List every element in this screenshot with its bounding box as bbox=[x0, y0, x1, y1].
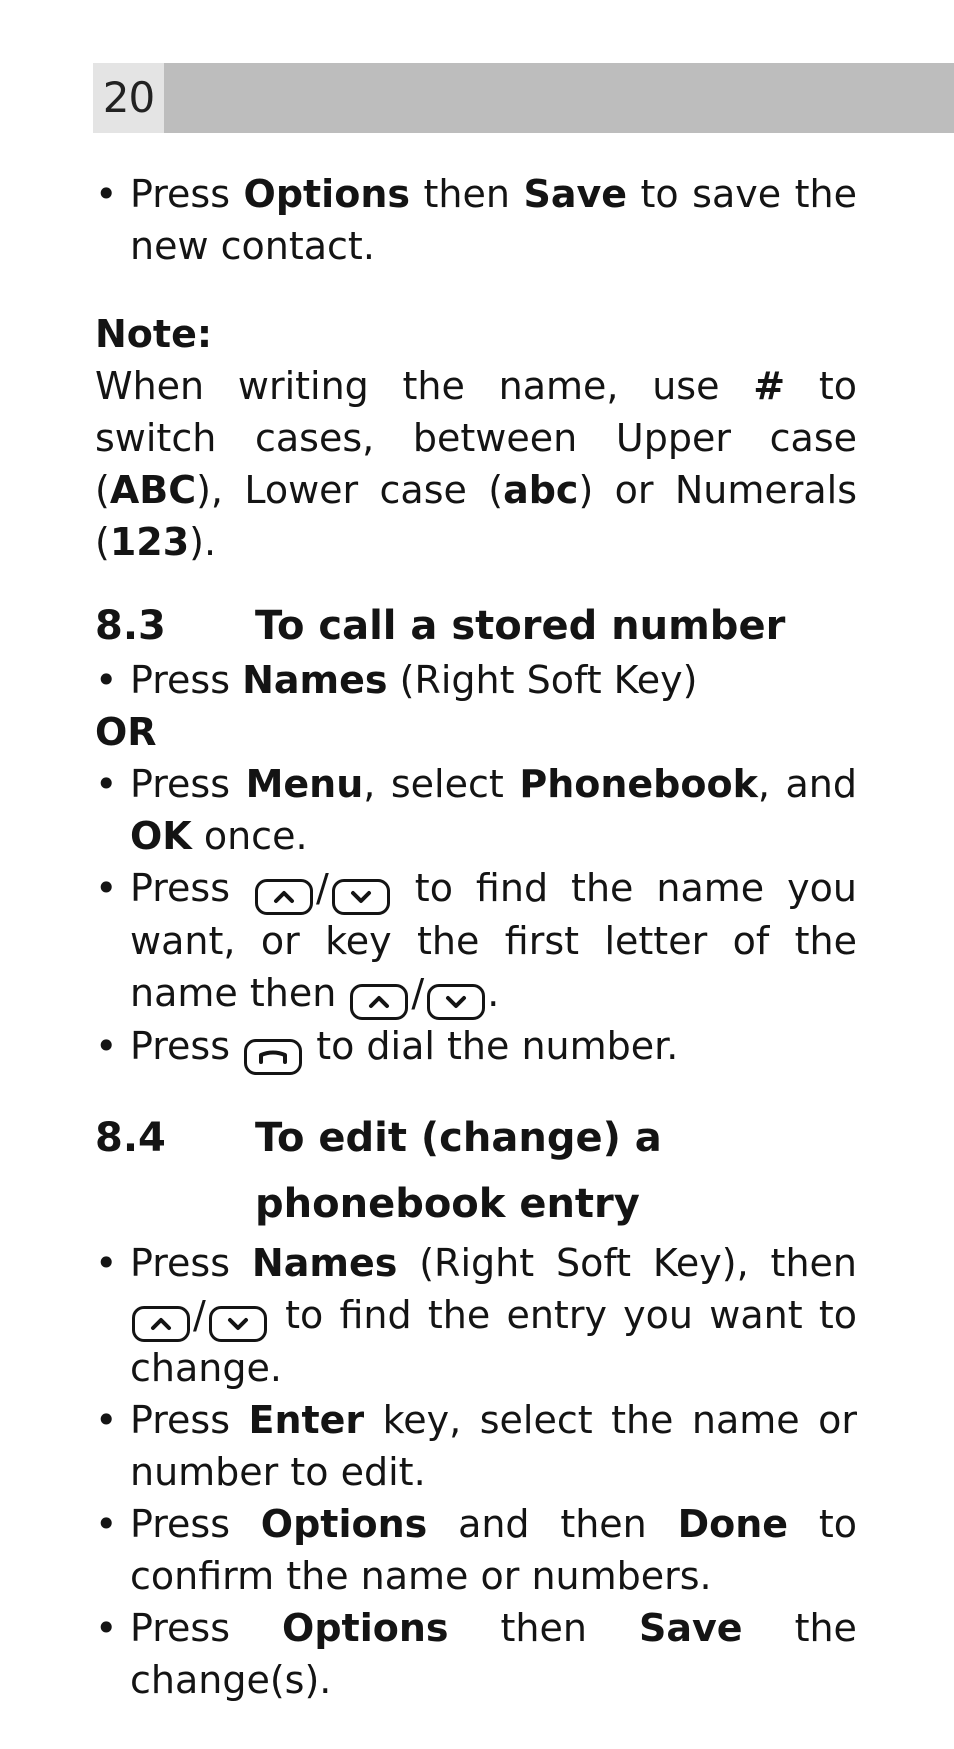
ok-term: OK bbox=[130, 814, 192, 858]
text: . bbox=[487, 971, 500, 1015]
text: ), Lower case ( bbox=[196, 468, 504, 512]
text: key, select the name or number to edit. bbox=[130, 1398, 857, 1494]
text: Press bbox=[130, 1606, 231, 1650]
text: ) or Numerals ( bbox=[95, 468, 858, 564]
lower-case-term: abc bbox=[503, 468, 579, 512]
bullet-dial bbox=[95, 1020, 857, 1075]
text: Press bbox=[130, 866, 231, 910]
or-text: OR bbox=[95, 710, 157, 754]
page-content bbox=[95, 168, 857, 1706]
text: Press bbox=[130, 762, 231, 806]
bullet-enter bbox=[95, 1394, 857, 1498]
bullet-dot: • bbox=[95, 1241, 118, 1285]
options-term: Options bbox=[243, 172, 410, 216]
bullet-dot: • bbox=[95, 1606, 118, 1650]
text: and then bbox=[458, 1502, 647, 1546]
bullet-options-save bbox=[95, 1602, 857, 1706]
slash: / bbox=[316, 866, 329, 910]
options-term: Options bbox=[282, 1606, 449, 1650]
text: Press bbox=[130, 658, 231, 702]
bullet-dot: • bbox=[95, 658, 118, 702]
slash: / bbox=[193, 1293, 206, 1337]
or-label bbox=[95, 706, 857, 758]
note-body bbox=[95, 360, 857, 568]
text: (Right Soft Key) bbox=[399, 658, 698, 702]
upper-case-term: ABC bbox=[109, 468, 197, 512]
done-term: Done bbox=[677, 1502, 789, 1546]
save-term: Save bbox=[639, 1606, 743, 1650]
up-key-icon bbox=[255, 879, 313, 915]
text: the change(s). bbox=[130, 1606, 857, 1702]
section-title-line: phonebook entry bbox=[255, 1181, 640, 1227]
call-key-icon bbox=[244, 1039, 302, 1075]
bullet-names-find bbox=[95, 1237, 857, 1394]
text: , select bbox=[363, 762, 504, 806]
section-heading-8-3 bbox=[95, 598, 857, 654]
save-term: Save bbox=[523, 172, 628, 216]
text: Press bbox=[130, 1241, 231, 1285]
down-key-icon bbox=[332, 879, 390, 915]
bullet-dot: • bbox=[95, 762, 118, 806]
bullet-dot: • bbox=[95, 1024, 118, 1068]
bullet-dot: • bbox=[95, 1398, 118, 1442]
intro-bullet bbox=[95, 168, 857, 272]
down-key-icon bbox=[209, 1306, 267, 1342]
section-number: 8.3 bbox=[95, 603, 166, 649]
up-key-icon bbox=[132, 1306, 190, 1342]
section-title bbox=[255, 1105, 857, 1237]
numerals-term: 123 bbox=[109, 520, 190, 564]
bullet-options-done bbox=[95, 1498, 857, 1602]
text: then bbox=[423, 172, 510, 216]
section-title: To call a stored number bbox=[255, 603, 786, 649]
up-key-icon bbox=[350, 984, 408, 1020]
text: When writing the name, use bbox=[95, 364, 720, 408]
bullet-menu bbox=[95, 758, 857, 862]
down-key-icon bbox=[427, 984, 485, 1020]
section-heading-8-4 bbox=[95, 1105, 857, 1237]
text: Press bbox=[130, 1024, 231, 1068]
text: to save the new contact. bbox=[130, 172, 857, 268]
section-number: 8.4 bbox=[95, 1115, 166, 1161]
text: once. bbox=[203, 814, 308, 858]
header-bar bbox=[93, 63, 954, 133]
text: to find the name you want, or key the first letter of the name then bbox=[130, 866, 857, 1015]
enter-term: Enter bbox=[248, 1398, 365, 1442]
text: Press bbox=[130, 172, 231, 216]
page-number: 20 bbox=[93, 63, 164, 133]
section-title-line: To edit (change) a bbox=[255, 1115, 662, 1161]
bullet-dot: • bbox=[95, 866, 118, 910]
text: Press bbox=[130, 1398, 231, 1442]
text: (Right Soft Key), then bbox=[419, 1241, 857, 1285]
names-term: Names bbox=[242, 658, 388, 702]
text: then bbox=[500, 1606, 587, 1650]
text: , and bbox=[757, 762, 857, 806]
bullet-find-name bbox=[95, 862, 857, 1020]
text: to confirm the name or numbers. bbox=[130, 1502, 857, 1598]
hash-key-term: # bbox=[753, 364, 786, 408]
text: Press bbox=[130, 1502, 231, 1546]
note-title bbox=[95, 308, 857, 360]
options-term: Options bbox=[260, 1502, 428, 1546]
text: to dial the number. bbox=[316, 1024, 679, 1068]
note-title-text: Note: bbox=[95, 312, 213, 356]
names-term: Names bbox=[251, 1241, 398, 1285]
text: to switch cases, between Upper case ( bbox=[95, 364, 857, 512]
bullet-dot: • bbox=[95, 172, 118, 216]
menu-term: Menu bbox=[245, 762, 364, 806]
text: ). bbox=[189, 520, 217, 564]
slash: / bbox=[411, 971, 425, 1015]
bullet-dot: • bbox=[95, 1502, 118, 1546]
text: to find the entry you want to change. bbox=[130, 1293, 857, 1390]
bullet-names bbox=[95, 654, 857, 706]
phonebook-term: Phonebook bbox=[519, 762, 758, 806]
